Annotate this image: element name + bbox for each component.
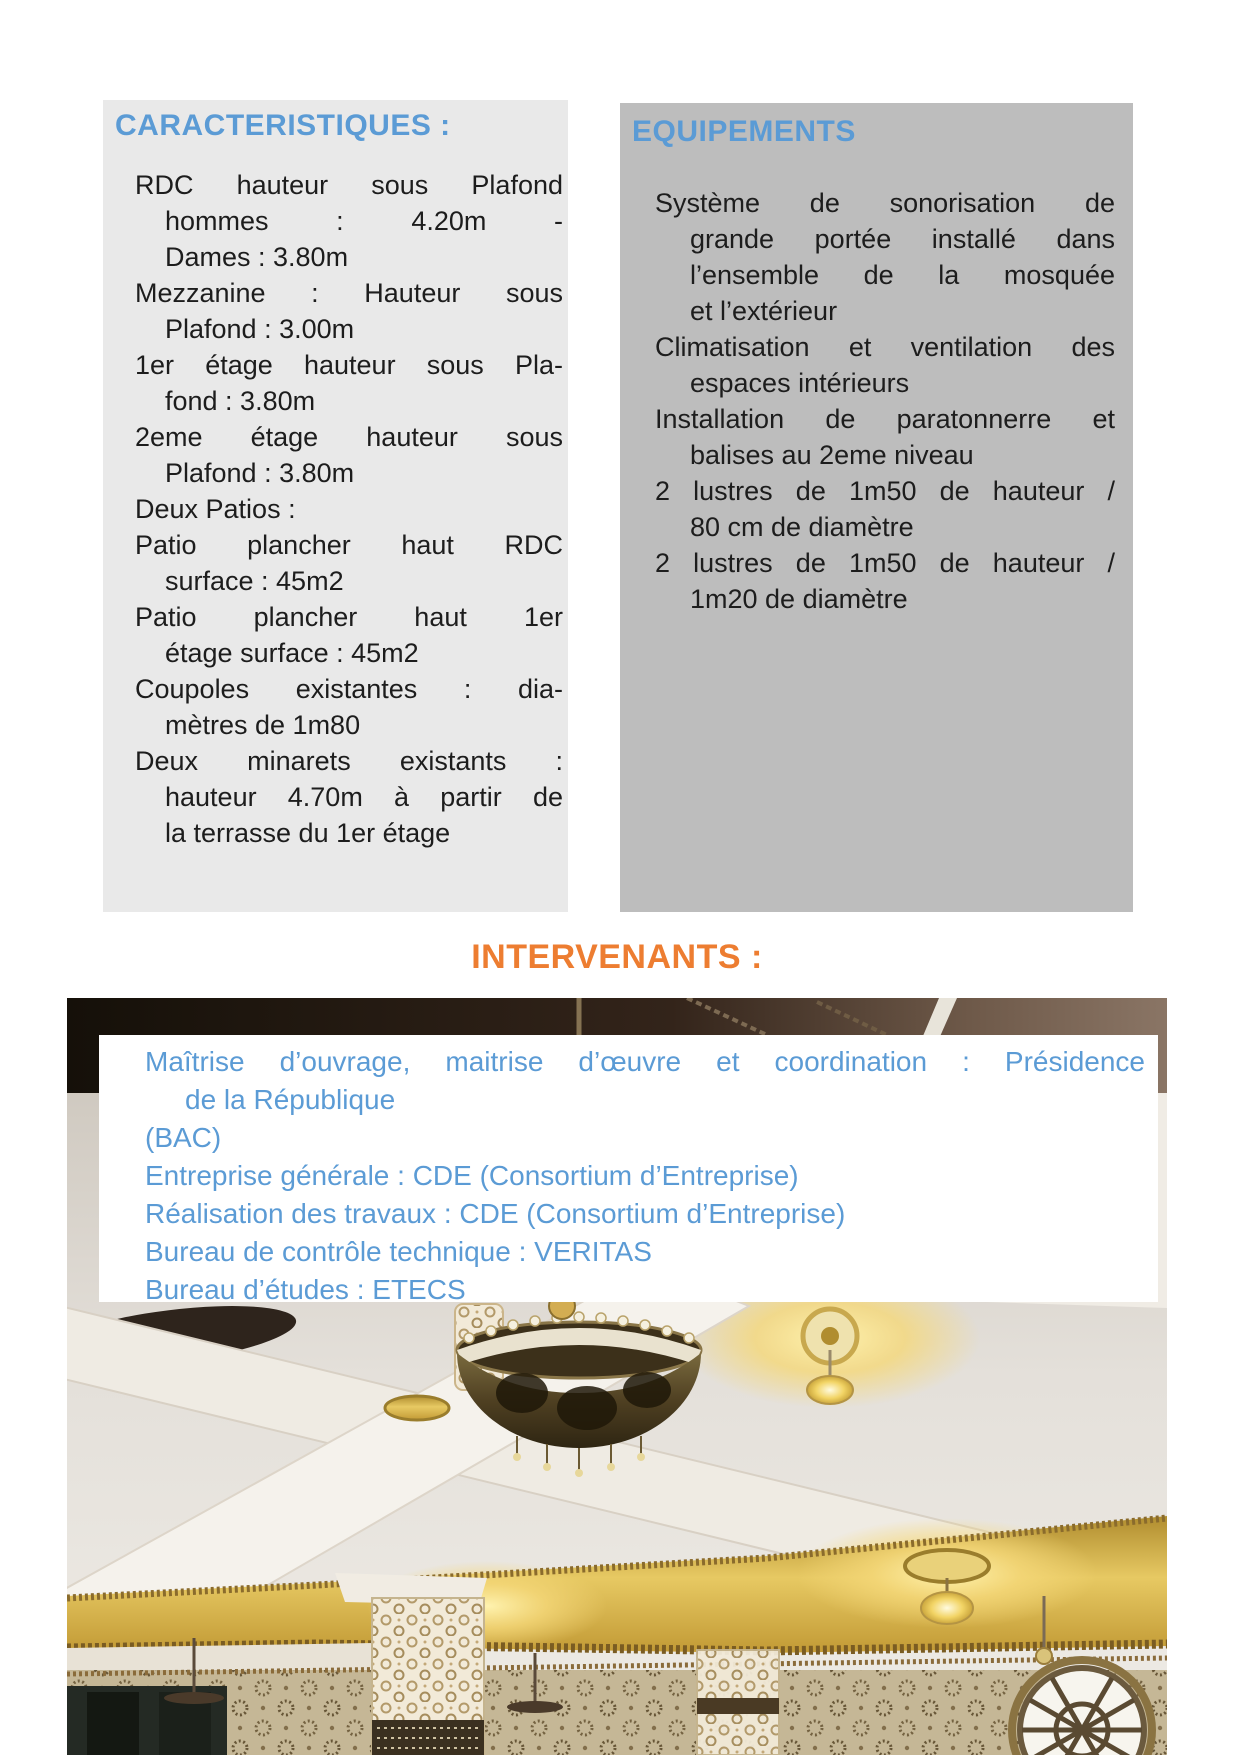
dark-panel bbox=[87, 1692, 139, 1755]
list-item bbox=[145, 1271, 1145, 1309]
characteristics-list bbox=[103, 167, 568, 851]
text-line: Installation de paratonnerre et bbox=[655, 404, 1115, 434]
list-item bbox=[655, 185, 1115, 329]
text-line: étage surface : 45m2 bbox=[165, 638, 419, 668]
text-line: espaces intérieurs bbox=[690, 368, 910, 398]
list-item bbox=[135, 275, 563, 347]
text-line: (BAC) bbox=[145, 1122, 222, 1153]
list-item bbox=[135, 743, 563, 851]
intervenants-heading: INTERVENANTS : bbox=[471, 938, 763, 976]
project-info-box bbox=[99, 1035, 1158, 1305]
list-item bbox=[655, 473, 1115, 545]
text-line: Système de sonorisation de bbox=[655, 188, 1115, 218]
text-line: Patio plancher haut 1er bbox=[135, 602, 563, 632]
text-line: mètres de 1m80 bbox=[165, 710, 361, 740]
equipment-panel bbox=[620, 103, 1133, 912]
text-line: Plafond : 3.00m bbox=[165, 314, 355, 344]
characteristics-panel bbox=[103, 100, 568, 912]
text-line: 80 cm de diamètre bbox=[690, 512, 914, 542]
cove-rosette bbox=[905, 1550, 989, 1582]
text-line: 2 lustres de 1m50 de hauteur / bbox=[655, 548, 1115, 578]
text-line: et l’extérieur bbox=[690, 296, 838, 326]
mosaic-wall-shade bbox=[67, 1670, 1167, 1755]
characteristics-title: CARACTERISTIQUES : bbox=[115, 109, 451, 142]
list-item bbox=[655, 401, 1115, 473]
text-line: Deux Patios : bbox=[135, 494, 296, 524]
equipment-list bbox=[620, 185, 1133, 617]
text-line: Dames : 3.80m bbox=[165, 242, 349, 272]
text-line: Maîtrise d’ouvrage, maitrise d’œuvre et coordination : Présidence bbox=[145, 1046, 1145, 1077]
pendant-lamp bbox=[807, 1376, 853, 1404]
text-line: Climatisation et ventilation des bbox=[655, 332, 1115, 362]
list-item bbox=[655, 329, 1115, 401]
list-item bbox=[145, 1043, 1145, 1119]
text-line: hauteur 4.70m à partir de bbox=[165, 782, 563, 812]
pendant-lamp bbox=[921, 1592, 973, 1624]
list-item bbox=[655, 545, 1115, 617]
list-item bbox=[145, 1233, 1145, 1271]
text-line: l’ensemble de la mosquée bbox=[690, 260, 1115, 290]
text-line: Réalisation des travaux : CDE (Consortium d’Entreprise) bbox=[145, 1198, 846, 1229]
list-item bbox=[135, 491, 563, 527]
text-line: RDC hauteur sous Plafond bbox=[135, 170, 563, 200]
text-line: 1m20 de diamètre bbox=[690, 584, 908, 614]
list-item bbox=[135, 527, 563, 599]
text-line: Plafond : 3.80m bbox=[165, 458, 355, 488]
text-line: fond : 3.80m bbox=[165, 386, 316, 416]
ceiling-rosette-center bbox=[821, 1327, 839, 1345]
column-ornate-band bbox=[697, 1698, 779, 1714]
list-item bbox=[135, 671, 563, 743]
text-line: Coupoles existantes : dia- bbox=[135, 674, 563, 704]
cove-rosette bbox=[385, 1396, 449, 1420]
text-line: Mezzanine : Hauteur sous bbox=[135, 278, 563, 308]
list-item bbox=[135, 347, 563, 419]
text-line: 1er étage hauteur sous Pla- bbox=[135, 350, 563, 380]
text-line: 2 lustres de 1m50 de hauteur / bbox=[655, 476, 1115, 506]
text-line: Deux minarets existants : bbox=[135, 746, 563, 776]
list-item bbox=[135, 419, 563, 491]
list-item bbox=[145, 1195, 1145, 1233]
text-line: la terrasse du 1er étage bbox=[165, 818, 451, 848]
text-line: Entreprise générale : CDE (Consortium d’Entreprise) bbox=[145, 1160, 799, 1191]
equipment-title: EQUIPEMENTS bbox=[632, 115, 856, 148]
text-line: Bureau de contrôle technique : VERITAS bbox=[145, 1236, 652, 1267]
text-line: de la République bbox=[185, 1084, 396, 1115]
text-line: 2eme étage hauteur sous bbox=[135, 422, 563, 452]
text-line: grande portée installé dans bbox=[690, 224, 1115, 254]
text-line: Bureau d’études : ETECS bbox=[145, 1274, 466, 1305]
list-item bbox=[135, 599, 563, 671]
text-line: surface : 45m2 bbox=[165, 566, 344, 596]
text-line: balises au 2eme niveau bbox=[690, 440, 974, 470]
list-item bbox=[145, 1119, 1145, 1157]
list-item bbox=[145, 1157, 1145, 1195]
text-line: hommes : 4.20m - bbox=[165, 206, 563, 236]
text-line: Patio plancher haut RDC bbox=[135, 530, 563, 560]
list-item bbox=[135, 167, 563, 275]
project-info-list bbox=[145, 1043, 1145, 1309]
